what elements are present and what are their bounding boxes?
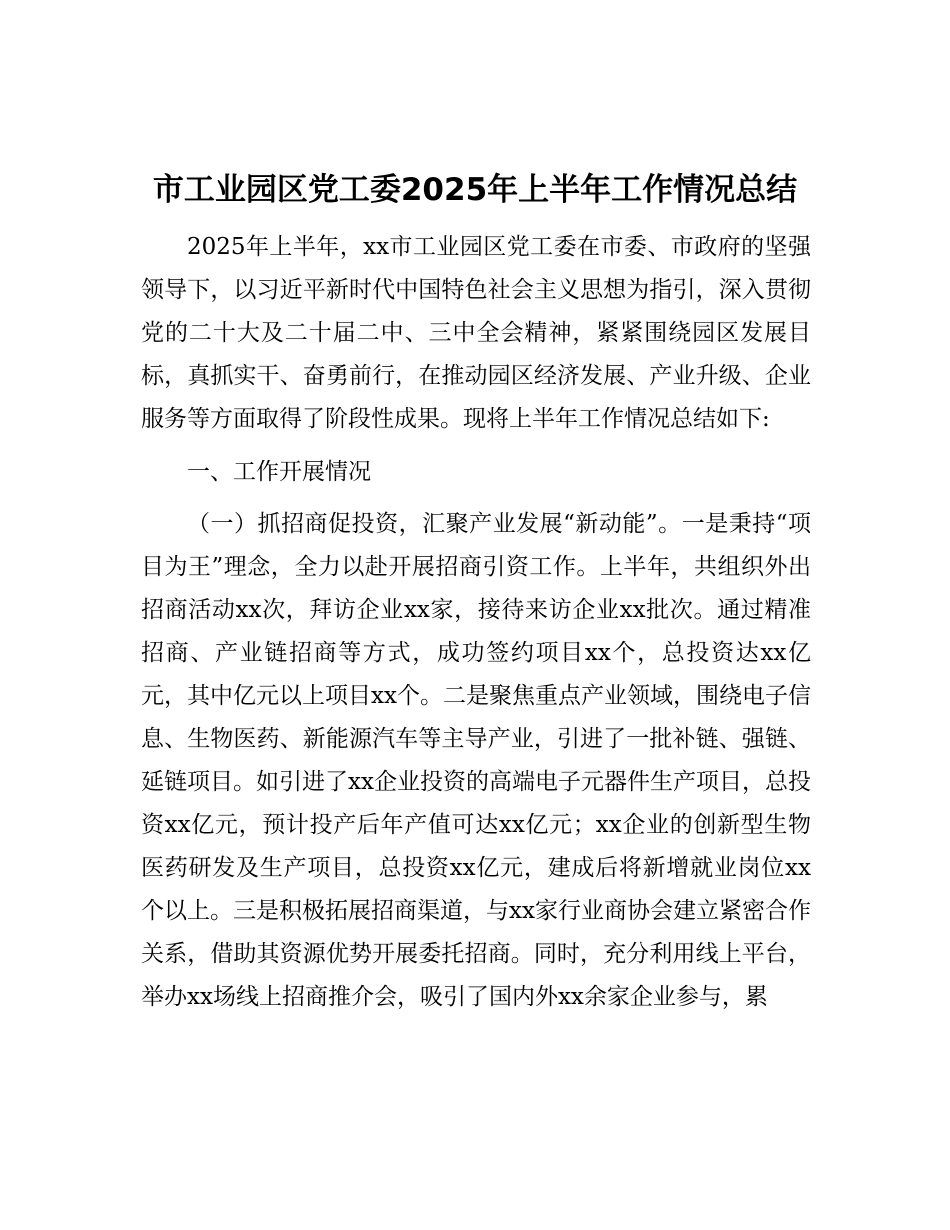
section-heading: 一、工作开展情况	[187, 459, 371, 485]
intro-paragraph: 2025年上半年，xx市工业园区党工委在市委、市政府的坚强领导下，以习近平新时代中国特色社会主义思想为指引，深入贯彻党的二十大及二十届二中、三中全会精神，紧紧围绕园区发展目标，真抓实干、奋勇前行，在推动园区经济发展、产业升级、企业服务等方面取得了阶段性成果。现将上半年工作情况总结如下:	[141, 234, 811, 432]
document-title: 市工业园区党工委2025年上半年工作情况总结	[152, 172, 798, 208]
document-body	[141, 226, 811, 1019]
section-paragraph: （一）抓招商促投资，汇聚产业发展“新动能”。一是秉持“项目为王”理念，全力以赴开展招商引资工作。上半年，共组织外出招商活动xx次，拜访企业xx家，接待来访企业xx批次。通过精准招商、产业链招商等方式，成功签约项目xx个，总投资达xx亿元，其中亿元以上项目xx个。二是聚焦重点产业领域，围绕电子信息、生物医药、新能源汽车等主导产业，引进了一批补链、强链、延链项目。如引进了xx企业投资的高端电子元器件生产项目，总投资xx亿元，预计投产后年产值可达xx亿元；xx企业的创新型生物医药研发及生产项目，总投资xx亿元，建成后将新增就业岗位xx个以上。三是积极拓展招商渠道，与xx家行业商协会建立紧密合作关系，借助其资源优势开展委托招商。同时，充分利用线上平台，举办xx场线上招商推介会，吸引了国内外xx余家企业参与，累	[141, 511, 811, 1010]
